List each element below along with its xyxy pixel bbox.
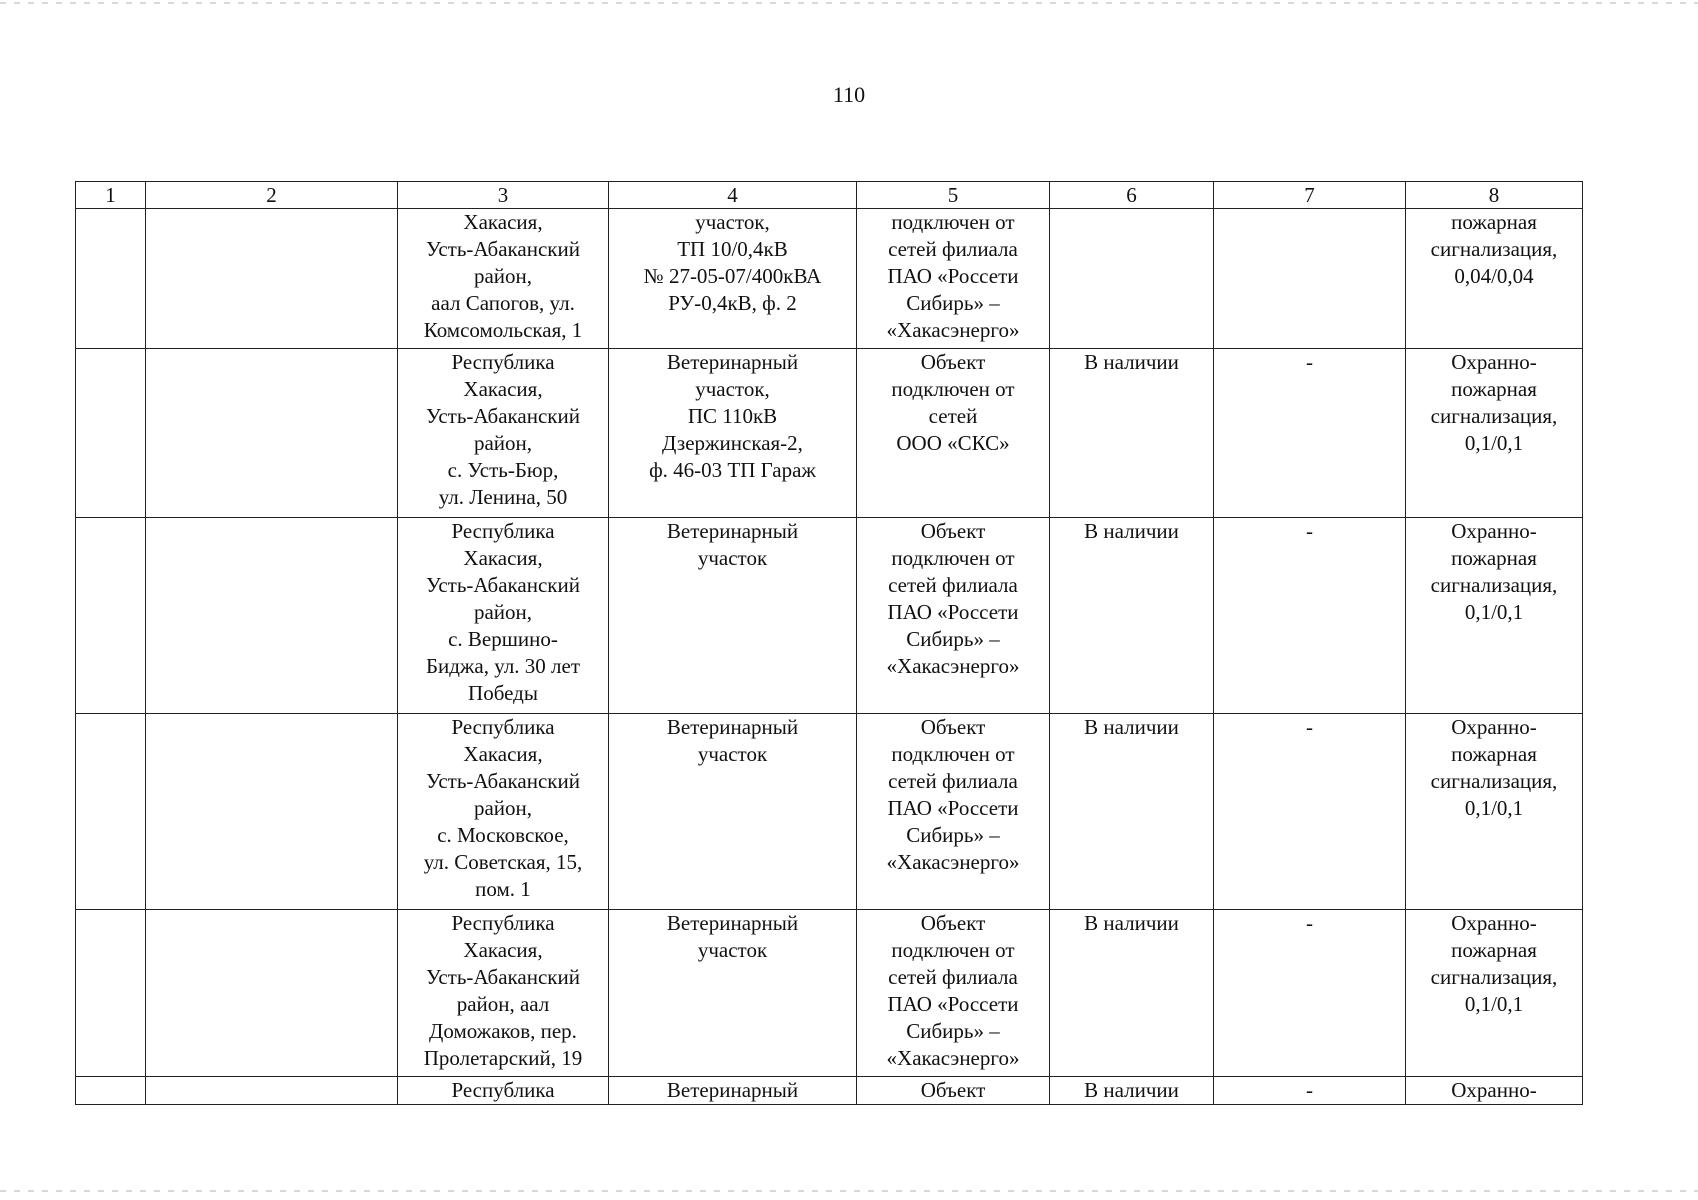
cell-alarm: Охранно- пожарная сигнализация, 0,1/0,1 bbox=[1406, 714, 1583, 910]
table-header-row bbox=[76, 182, 1583, 209]
cell-col-7: - bbox=[1214, 1077, 1406, 1105]
cell-address: Республика bbox=[398, 1077, 609, 1105]
page-number: 110 bbox=[832, 82, 866, 107]
cell-object: Ветеринарный участок bbox=[609, 910, 857, 1077]
cell-address: Республика Хакасия, Усть-Абаканский район, с. Московское, ул. Советская, 15, пом. 1 bbox=[398, 714, 609, 910]
cell-power-supply: Объект подключен от сетей филиала ПАО «Россети Сибирь» – «Хакасэнерго» bbox=[857, 910, 1050, 1077]
header-cell-4: 4 bbox=[609, 182, 857, 209]
cell-col-7: - bbox=[1214, 349, 1406, 518]
cell-address: Республика Хакасия, Усть-Абаканский район, аал Доможаков, пер. Пролетарский, 19 bbox=[398, 910, 609, 1077]
cell-power-supply: Объект подключен от сетей филиала ПАО «Россети Сибирь» – «Хакасэнерго» bbox=[857, 714, 1050, 910]
table-row bbox=[76, 518, 1583, 714]
cell-power-supply: Объект подключен от сетей ООО «СКС» bbox=[857, 349, 1050, 518]
scan-edge-top bbox=[0, 2, 1698, 4]
cell-number bbox=[76, 714, 146, 910]
cell-address: Республика Хакасия, Усть-Абаканский район, с. Усть-Бюр, ул. Ленина, 50 bbox=[398, 349, 609, 518]
header-cell-5: 5 bbox=[857, 182, 1050, 209]
cell-name bbox=[146, 349, 398, 518]
cell-number bbox=[76, 1077, 146, 1105]
cell-name bbox=[146, 714, 398, 910]
cell-availability: В наличии bbox=[1050, 1077, 1214, 1105]
cell-availability: В наличии bbox=[1050, 910, 1214, 1077]
cell-address: Республика Хакасия, Усть-Абаканский район, с. Вершино- Биджа, ул. 30 лет Победы bbox=[398, 518, 609, 714]
cell-alarm: Охранно- пожарная сигнализация, 0,1/0,1 bbox=[1406, 349, 1583, 518]
cell-availability: В наличии bbox=[1050, 518, 1214, 714]
cell-col-7 bbox=[1214, 209, 1406, 349]
header-cell-6: 6 bbox=[1050, 182, 1214, 209]
table-row bbox=[76, 910, 1583, 1077]
cell-alarm: Охранно- bbox=[1406, 1077, 1583, 1105]
cell-object: Ветеринарный участок bbox=[609, 518, 857, 714]
header-cell-7: 7 bbox=[1214, 182, 1406, 209]
cell-address: Хакасия, Усть-Абаканский район, аал Сапогов, ул. Комсомольская, 1 bbox=[398, 209, 609, 349]
table-row bbox=[76, 714, 1583, 910]
cell-alarm: Охранно- пожарная сигнализация, 0,1/0,1 bbox=[1406, 518, 1583, 714]
header-cell-1: 1 bbox=[76, 182, 146, 209]
cell-object: участок, ТП 10/0,4кВ № 27-05-07/400кВА РУ-0,4кВ, ф. 2 bbox=[609, 209, 857, 349]
cell-number bbox=[76, 518, 146, 714]
cell-power-supply: Объект bbox=[857, 1077, 1050, 1105]
cell-object: Ветеринарный bbox=[609, 1077, 857, 1105]
cell-object: Ветеринарный участок bbox=[609, 714, 857, 910]
header-cell-8: 8 bbox=[1406, 182, 1583, 209]
header-cell-3: 3 bbox=[398, 182, 609, 209]
scan-edge-bottom bbox=[0, 1190, 1698, 1192]
cell-name bbox=[146, 209, 398, 349]
document-table bbox=[75, 181, 1583, 1105]
cell-col-7: - bbox=[1214, 910, 1406, 1077]
cell-col-7: - bbox=[1214, 714, 1406, 910]
cell-alarm: пожарная сигнализация, 0,04/0,04 bbox=[1406, 209, 1583, 349]
cell-alarm: Охранно- пожарная сигнализация, 0,1/0,1 bbox=[1406, 910, 1583, 1077]
cell-number bbox=[76, 209, 146, 349]
table-row bbox=[76, 209, 1583, 349]
cell-power-supply: подключен от сетей филиала ПАО «Россети Сибирь» – «Хакасэнерго» bbox=[857, 209, 1050, 349]
cell-col-7: - bbox=[1214, 518, 1406, 714]
cell-availability: В наличии bbox=[1050, 349, 1214, 518]
table-row bbox=[76, 1077, 1583, 1105]
cell-number bbox=[76, 349, 146, 518]
cell-name bbox=[146, 910, 398, 1077]
cell-power-supply: Объект подключен от сетей филиала ПАО «Россети Сибирь» – «Хакасэнерго» bbox=[857, 518, 1050, 714]
table-row bbox=[76, 349, 1583, 518]
cell-object: Ветеринарный участок, ПС 110кВ Дзержинская-2, ф. 46-03 ТП Гараж bbox=[609, 349, 857, 518]
header-cell-2: 2 bbox=[146, 182, 398, 209]
cell-availability bbox=[1050, 209, 1214, 349]
cell-name bbox=[146, 518, 398, 714]
cell-name bbox=[146, 1077, 398, 1105]
cell-number bbox=[76, 910, 146, 1077]
cell-availability: В наличии bbox=[1050, 714, 1214, 910]
